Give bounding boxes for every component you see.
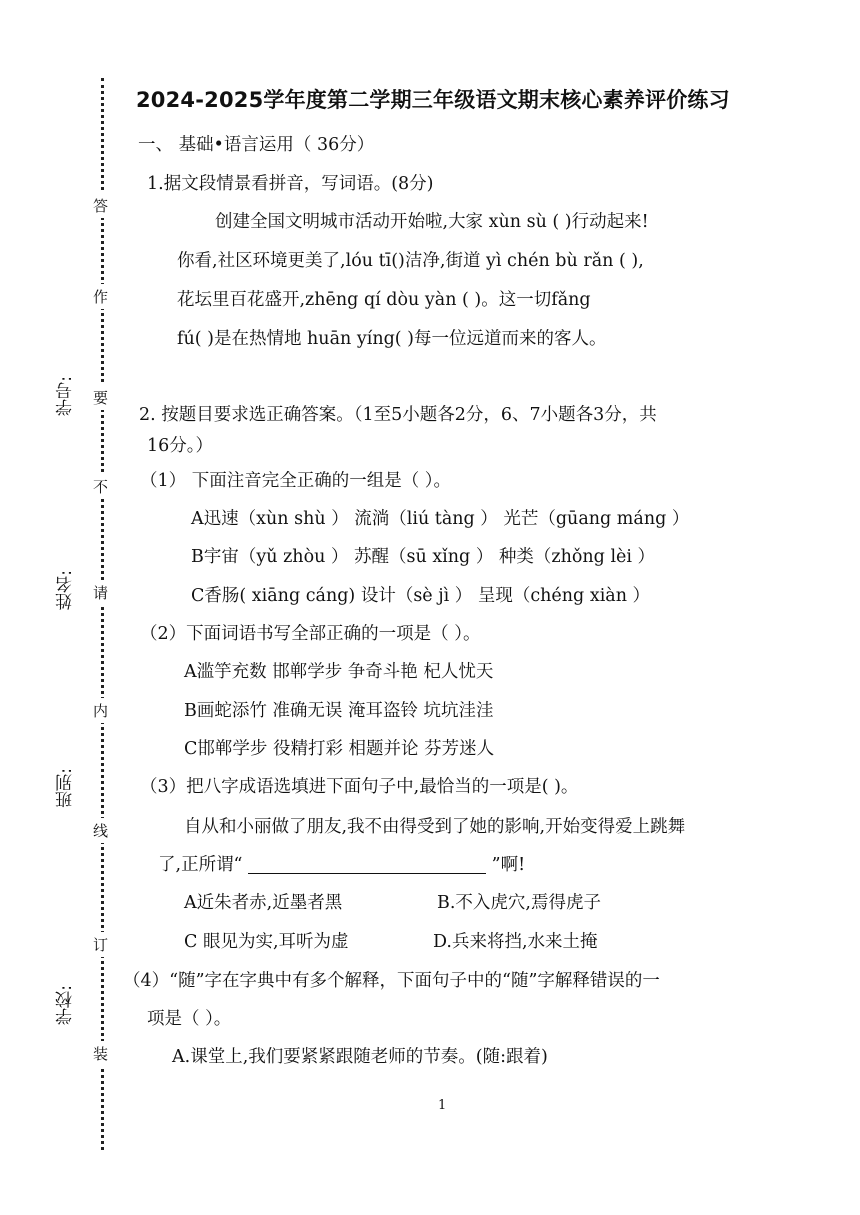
sub-question-1-stem: （1） 下面注音完全正确的一组是（ ）。 [140, 471, 452, 491]
sub-question-2-stem: （2）下面词语书写全部正确的一项是（ ）。 [140, 624, 481, 644]
sub-question-3-sentence: 自从和小丽做了朋友,我不由得受到了她的影响,开始变得爱上跳舞 [184, 817, 686, 837]
page-title: 2024-2025学年度第二学期三年级语文期末核心素养评价练习 [136, 88, 730, 112]
answer-blank[interactable] [248, 855, 486, 874]
seal-char: 要 [93, 385, 108, 410]
sub-question-3-sentence-cont [158, 851, 525, 876]
section-heading: 一、 基础•语言运用（ 36分） [138, 135, 375, 155]
seal-char: 内 [93, 698, 108, 723]
seal-char: 不 [93, 474, 108, 499]
question-1-line: 创建全国文明城市活动开始啦,大家 xùn sù ( )行动起来! [215, 212, 649, 232]
class-label: 班别: [56, 768, 76, 808]
question-2-stem: 2. 按题目要求选正确答案。（1至5小题各2分，6、7小题各3分，共 [139, 405, 657, 425]
page-number: 1 [438, 1098, 447, 1113]
option-b: B.不入虎穴,焉得虎子 [437, 893, 601, 913]
sub-question-4-stem: （4）“随”字在字典中有多个解释，下面句子中的“随”字解释错误的一 [123, 971, 660, 991]
option-c: C香肠( xiāng cáng) 设计（sè jì ） 呈现（chéng xiàn ） [191, 586, 651, 606]
option-a: A滥竽充数 邯郸学步 争奇斗艳 杞人忧天 [184, 662, 494, 682]
option-b: B画蛇添竹 准确无误 淹耳盗铃 坑坑洼洼 [184, 701, 494, 721]
student-id-label: 学号: [56, 376, 76, 416]
sentence-text-before: 了,正所谓“ [158, 855, 249, 875]
sub-question-3-stem: （3）把八字成语选填进下面句子中,最恰当的一项是( )。 [140, 777, 579, 797]
question-1-stem: 1.据文段情景看拼音，写词语。(8分) [147, 174, 434, 194]
name-label: 姓名: [56, 570, 76, 610]
option-d: D.兵来将挡,水来土掩 [433, 932, 598, 952]
question-2-stem-cont: 16分。） [147, 436, 214, 456]
option-a: A.课堂上,我们要紧紧跟随老师的节奏。(随:跟着) [172, 1047, 548, 1067]
seal-char: 线 [93, 818, 108, 843]
question-1-line: fú( )是在热情地 huān yíng( )每一位远道而来的客人。 [177, 329, 607, 349]
seal-char: 请 [93, 580, 108, 605]
option-c: C 眼见为实,耳听为虚 [184, 932, 349, 952]
school-label: 学校: [56, 985, 76, 1025]
seal-char: 装 [93, 1041, 108, 1066]
seal-char: 订 [93, 932, 108, 957]
seal-char: 答 [93, 193, 108, 218]
option-b: B宇宙（yǔ zhòu ） 苏醒（sū xǐng ） 种类（zhǒng lèi ） [191, 547, 656, 567]
seal-char: 作 [93, 284, 108, 309]
option-c: C邯郸学步 役精打彩 相题并论 芬芳迷人 [184, 739, 495, 759]
question-1-line: 花坛里百花盛开,zhēng qí dòu yàn ( )。这一切fǎng [177, 290, 591, 310]
sentence-text-after: ”啊! [486, 855, 526, 875]
binding-dotted-line [101, 78, 104, 1150]
option-a: A迅速（xùn shù ） 流淌（liú tàng ） 光芒（gūang máng ） [191, 509, 690, 529]
option-a: A近朱者赤,近墨者黑 [184, 893, 343, 913]
sub-question-4-stem-cont: 项是（ ）。 [147, 1009, 232, 1029]
question-1-line: 你看,社区环境更美了,lóu tī()洁净,街道 yì chén bù rǎn ( ), [177, 251, 644, 271]
